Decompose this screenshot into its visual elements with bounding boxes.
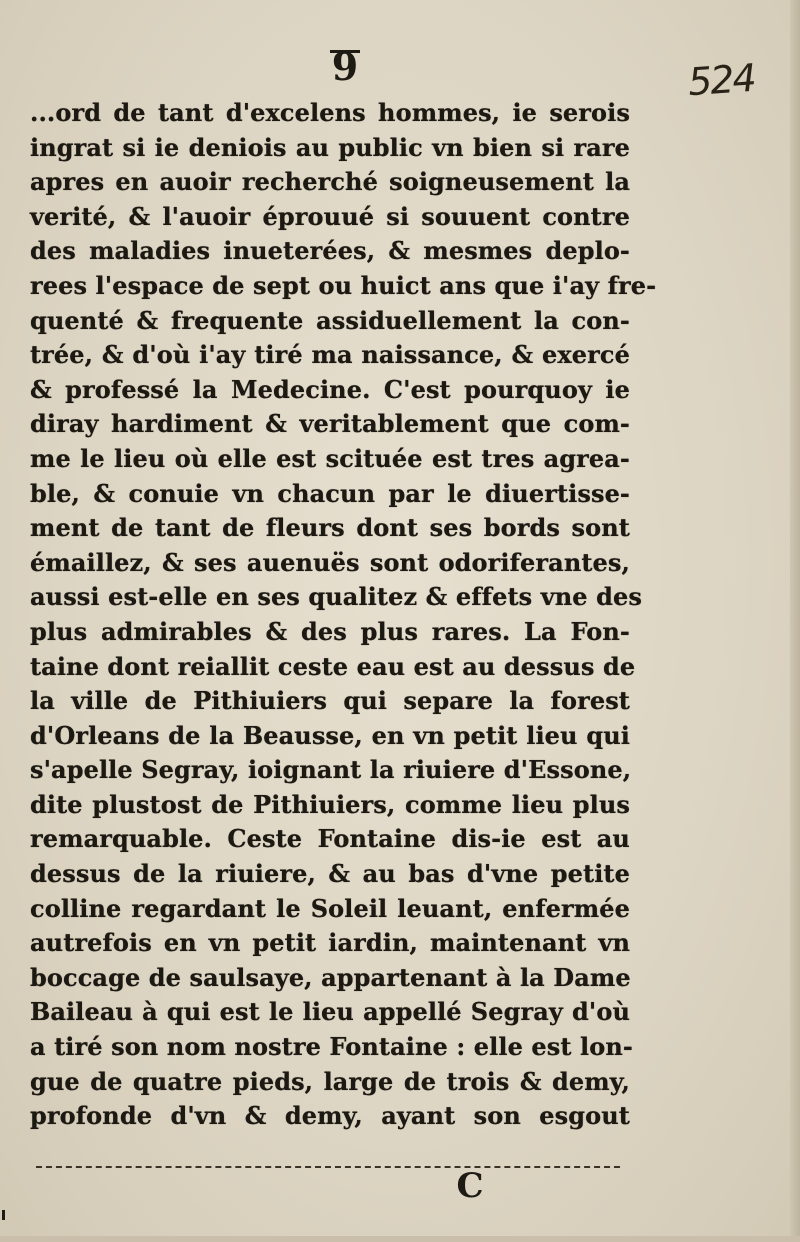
text-line: gue de quatre pieds, large de trois & demy, — [30, 1066, 630, 1096]
text-line: émaillez, & ses auenuës sont odoriferantes, — [30, 547, 630, 577]
text-line: profonde d'vn & demy, ayant son esgout — [30, 1101, 630, 1131]
text-line: rees l'espace de sept ou huict ans que i'ay fre- — [30, 270, 657, 300]
text-line: s'apelle Segray, ioignant la riuiere d'Essone, — [30, 755, 632, 785]
handwritten-folio-number: 524 — [686, 55, 756, 105]
text-line: aussi est-elle en ses qualitez & effets vne des — [30, 582, 642, 612]
text-line: ble, & conuie vn chacun par le diuertisse- — [30, 478, 630, 508]
text-line: diray hardiment & veritablement que com- — [30, 409, 630, 439]
text-line: a tiré son nom nostre Fontaine : elle est lon- — [30, 1032, 633, 1062]
text-line: la ville de Pithiuiers qui separe la forest — [30, 686, 630, 716]
text-line: ingrat si ie deniois au public vn bien si rare — [30, 132, 630, 162]
page-edge — [790, 0, 800, 1242]
text-line: Baileau à qui est le lieu appellé Segray d'où — [30, 997, 630, 1027]
text-line: plus admirables & des plus rares. La Fon- — [30, 616, 630, 646]
margin-tick — [2, 1210, 5, 1220]
text-line: & professé la Medecine. C'est pourquoy ie — [30, 374, 630, 404]
text-line: quenté & frequente assiduellement la con- — [30, 305, 630, 335]
text-line: me le lieu où elle est scituée est tres agrea- — [30, 443, 630, 473]
text-line: dessus de la riuiere, & au bas d'vne petite — [30, 859, 630, 889]
text-line: taine dont reiallit ceste eau est au dessus de — [30, 651, 636, 681]
text-line: ...ord de tant d'excelens hommes, ie serois — [30, 98, 630, 127]
text-line: trée, & d'où i'ay tiré ma naissance, & exercé — [30, 340, 630, 370]
text-line: verité, & l'auoir éprouué si souuent contre — [30, 201, 630, 231]
footer-rule — [36, 1166, 620, 1168]
text-line: colline regardant le Soleil leuant, enfermée — [30, 893, 630, 923]
body-text — [30, 96, 657, 1134]
page-bottom-edge — [0, 1236, 800, 1242]
text-line: d'Orleans de la Beausse, en vn petit lieu qui — [30, 720, 630, 750]
text-line: des maladies inueterées, & mesmes deplo- — [30, 236, 630, 266]
text-line: autrefois en vn petit iardin, maintenant vn — [30, 928, 630, 958]
text-line: apres en auoir recherché soigneusement la — [30, 167, 630, 197]
text-line: remarquable. Ceste Fontaine dis-ie est au — [30, 824, 630, 854]
text-line: ment de tant de fleurs dont ses bords sont — [30, 513, 630, 543]
text-line: boccage de saulsaye, appartenant à la Dame — [30, 962, 631, 992]
page-number-mark: 9 — [331, 44, 359, 89]
signature-mark: C — [456, 1166, 484, 1206]
text-line: dite plustost de Pithiuiers, comme lieu plus — [30, 789, 630, 819]
